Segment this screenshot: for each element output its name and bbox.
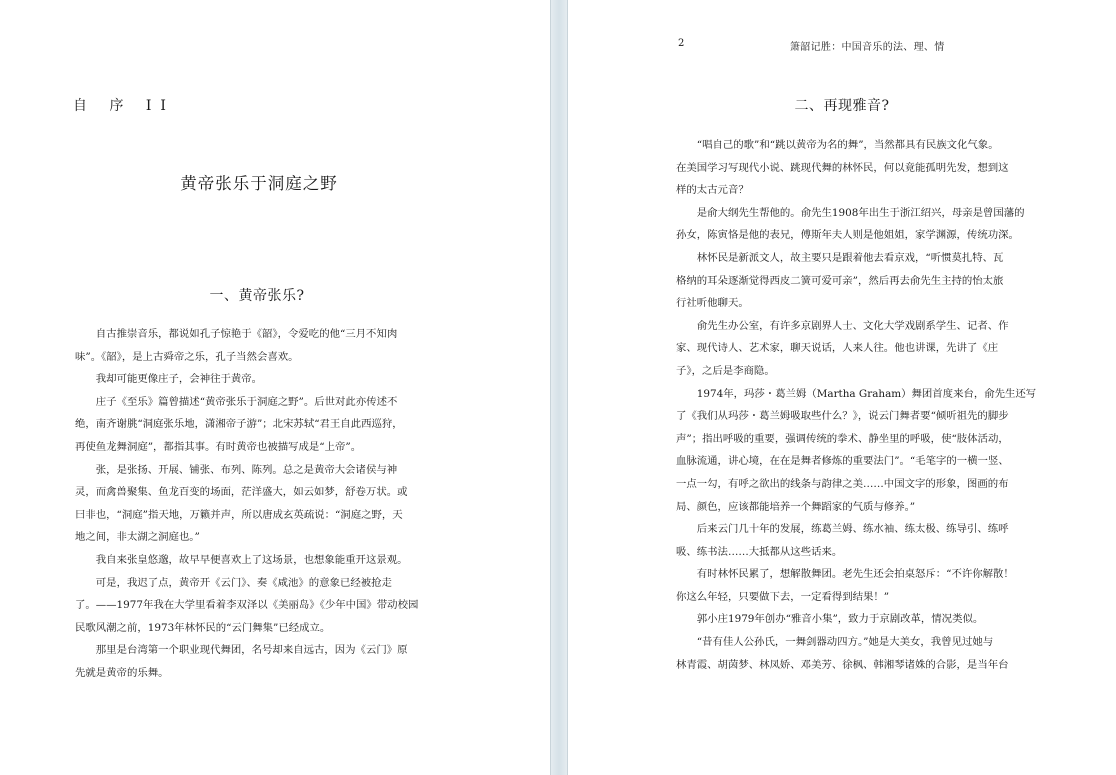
chapter-title: 黄帝张乐于洞庭之野 bbox=[180, 174, 338, 193]
gutter-edge-left bbox=[550, 0, 551, 775]
text-line: 绝，南齐谢朓“洞庭张乐地，潇湘帝子游”；北宋苏轼“君王自此西巡狩， bbox=[75, 418, 403, 431]
book-header: 箫韶记胜：中国音乐的法、理、情 bbox=[790, 42, 945, 53]
text-line: 曰非也，“洞庭”指天地，万籁并声，所以唐成玄英疏说：“洞庭之野，天 bbox=[75, 508, 403, 521]
text-line: 我却可能更像庄子，会神往于黄帝。 bbox=[95, 373, 263, 386]
text-line: 自古推崇音乐，都说如孔子惊艳于《韶》，令爱吃的他“三月不知肉 bbox=[95, 328, 398, 340]
text-line: 在美国学习写现代小说、跳现代舞的林怀民，何以竟能孤明先发，想到这 bbox=[676, 161, 1009, 174]
text-line: 1974年，玛莎・葛兰姆（Martha Graham）舞团首度来台，俞先生还写 bbox=[696, 387, 1037, 400]
text-line: 一点一勾，有呼之欲出的线条与韵律之美……中国文字的形象，图画的布 bbox=[676, 477, 1009, 490]
text-line: 行社听他聊天。 bbox=[676, 297, 749, 310]
text-line: 家、现代诗人、艺术家，聊天说话，人来人往。他也讲课，先讲了《庄 bbox=[676, 342, 999, 355]
text-line: 可是，我迟了点，黄帝开《云门》、奏《咸池》的意象已经被抢走 bbox=[95, 576, 392, 589]
text-line: 地之间，非太湖之洞庭也。” bbox=[75, 531, 200, 544]
text-line: 了。——1977年我在大学里看着李双泽以《美丽岛》《少年中国》带动校园 bbox=[75, 599, 419, 612]
section-title: 二、再现雅音? bbox=[794, 98, 890, 114]
text-line: 我自来张皇悠邈，故早早便喜欢上了这场景，也想象能重开这景观。 bbox=[95, 553, 408, 566]
text-line: 味”。《韶》，是上古舜帝之乐，孔子当然会喜欢。 bbox=[75, 350, 299, 363]
text-line: 那里是台湾第一个职业现代舞团，名号却来自远古，因为《云门》原 bbox=[95, 644, 408, 657]
text-line: 是俞大纲先生帮他的。俞先生1908年出生于浙江绍兴，母亲是曾国藩的 bbox=[696, 206, 1025, 219]
text-line: 声”；指出呼吸的重要，强调传统的拳术、静坐里的呼吸，使“肢体活动， bbox=[676, 432, 1009, 445]
text-line: “昔有佳人公孙氏，一舞剑器动四方。”她是大美女，我曾见过她与 bbox=[696, 636, 994, 649]
text-line: 林青霞、胡茵梦、林凤娇、邓美芳、徐枫、韩湘琴诸姝的合影，是当年台 bbox=[676, 658, 1009, 671]
text-line: “唱自己的歌”和“跳以黄帝为名的舞”，当然都具有民族文化气象。 bbox=[696, 139, 999, 151]
text-line: 俞先生办公室，有许多京剧界人士、文化大学戏剧系学生、记者、作 bbox=[696, 319, 1009, 332]
text-line: 郭小庄1979年创办“雅音小集”，致力于京剧改革，情况类似。 bbox=[696, 613, 984, 626]
text-line: 后来云门几十年的发展，练葛兰姆、练水袖、练太极、练导引、练呼 bbox=[696, 523, 1009, 536]
text-line: 有时林怀民累了，想解散舞团。老先生还会拍桌怒斥：“不许你解散！ bbox=[696, 568, 1014, 581]
text-line: 格纳的耳朵逐渐觉得西皮二簧可爱可亲”，然后再去俞先生主持的怡太旅 bbox=[676, 274, 1004, 287]
text-line: 林怀民是新派文人，故主要只是跟着他去看京戏，“听惯莫扎特、瓦 bbox=[696, 251, 1004, 264]
right-body-text bbox=[676, 134, 1044, 676]
page-gutter bbox=[550, 0, 568, 775]
right-page bbox=[568, 0, 1116, 775]
page-number: 2 bbox=[678, 38, 685, 49]
section-title: 一、黄帝张乐? bbox=[209, 288, 305, 304]
text-line: 你这么年轻，只要做下去，一定看得到结果！” bbox=[676, 590, 890, 603]
text-line: 子》，之后是李商隐。 bbox=[676, 364, 775, 377]
text-line: 再使鱼龙舞洞庭”，都指其事。有时黄帝也被描写成是“上帝”。 bbox=[75, 440, 362, 453]
text-line: 先就是黄帝的乐舞。 bbox=[75, 666, 169, 679]
text-line: 民歌风潮之前，1973年林怀民的“云门舞集”已经成立。 bbox=[75, 621, 331, 634]
left-body-text bbox=[75, 323, 441, 685]
text-line: 吸、练书法……大抵都从这些话来。 bbox=[676, 545, 843, 558]
running-title: 自 序 II bbox=[73, 98, 175, 114]
text-line: 了《我们从玛莎・葛兰姆吸取些什么？》，说云门舞者要“倾听祖先的脚步 bbox=[676, 410, 1009, 423]
text-line: 孙女，陈寅恪是他的表兄，傅斯年夫人则是他姐姐，家学渊源，传统功深。 bbox=[676, 229, 1019, 242]
text-line: 样的太古元音？ bbox=[676, 184, 749, 197]
text-line: 张，是张扬、开展、铺张、布列、陈列。总之是黄帝大会诸侯与神 bbox=[95, 463, 398, 476]
text-line: 血脉流通，讲心境，在在是舞者修炼的重要法门”。“毛笔字的一横一竖、 bbox=[676, 455, 1009, 468]
text-line: 灵，而禽兽聚集、鱼龙百变的场面，茫洋盛大，如云如梦，舒卷万状。或 bbox=[75, 486, 408, 499]
text-line: 局、颜色，应该都能培养一个舞蹈家的气质与修养。” bbox=[676, 500, 916, 513]
text-line: 庄子《至乐》篇曾描述“黄帝张乐于洞庭之野”。后世对此亦传述不 bbox=[95, 395, 398, 408]
left-page bbox=[0, 0, 550, 775]
